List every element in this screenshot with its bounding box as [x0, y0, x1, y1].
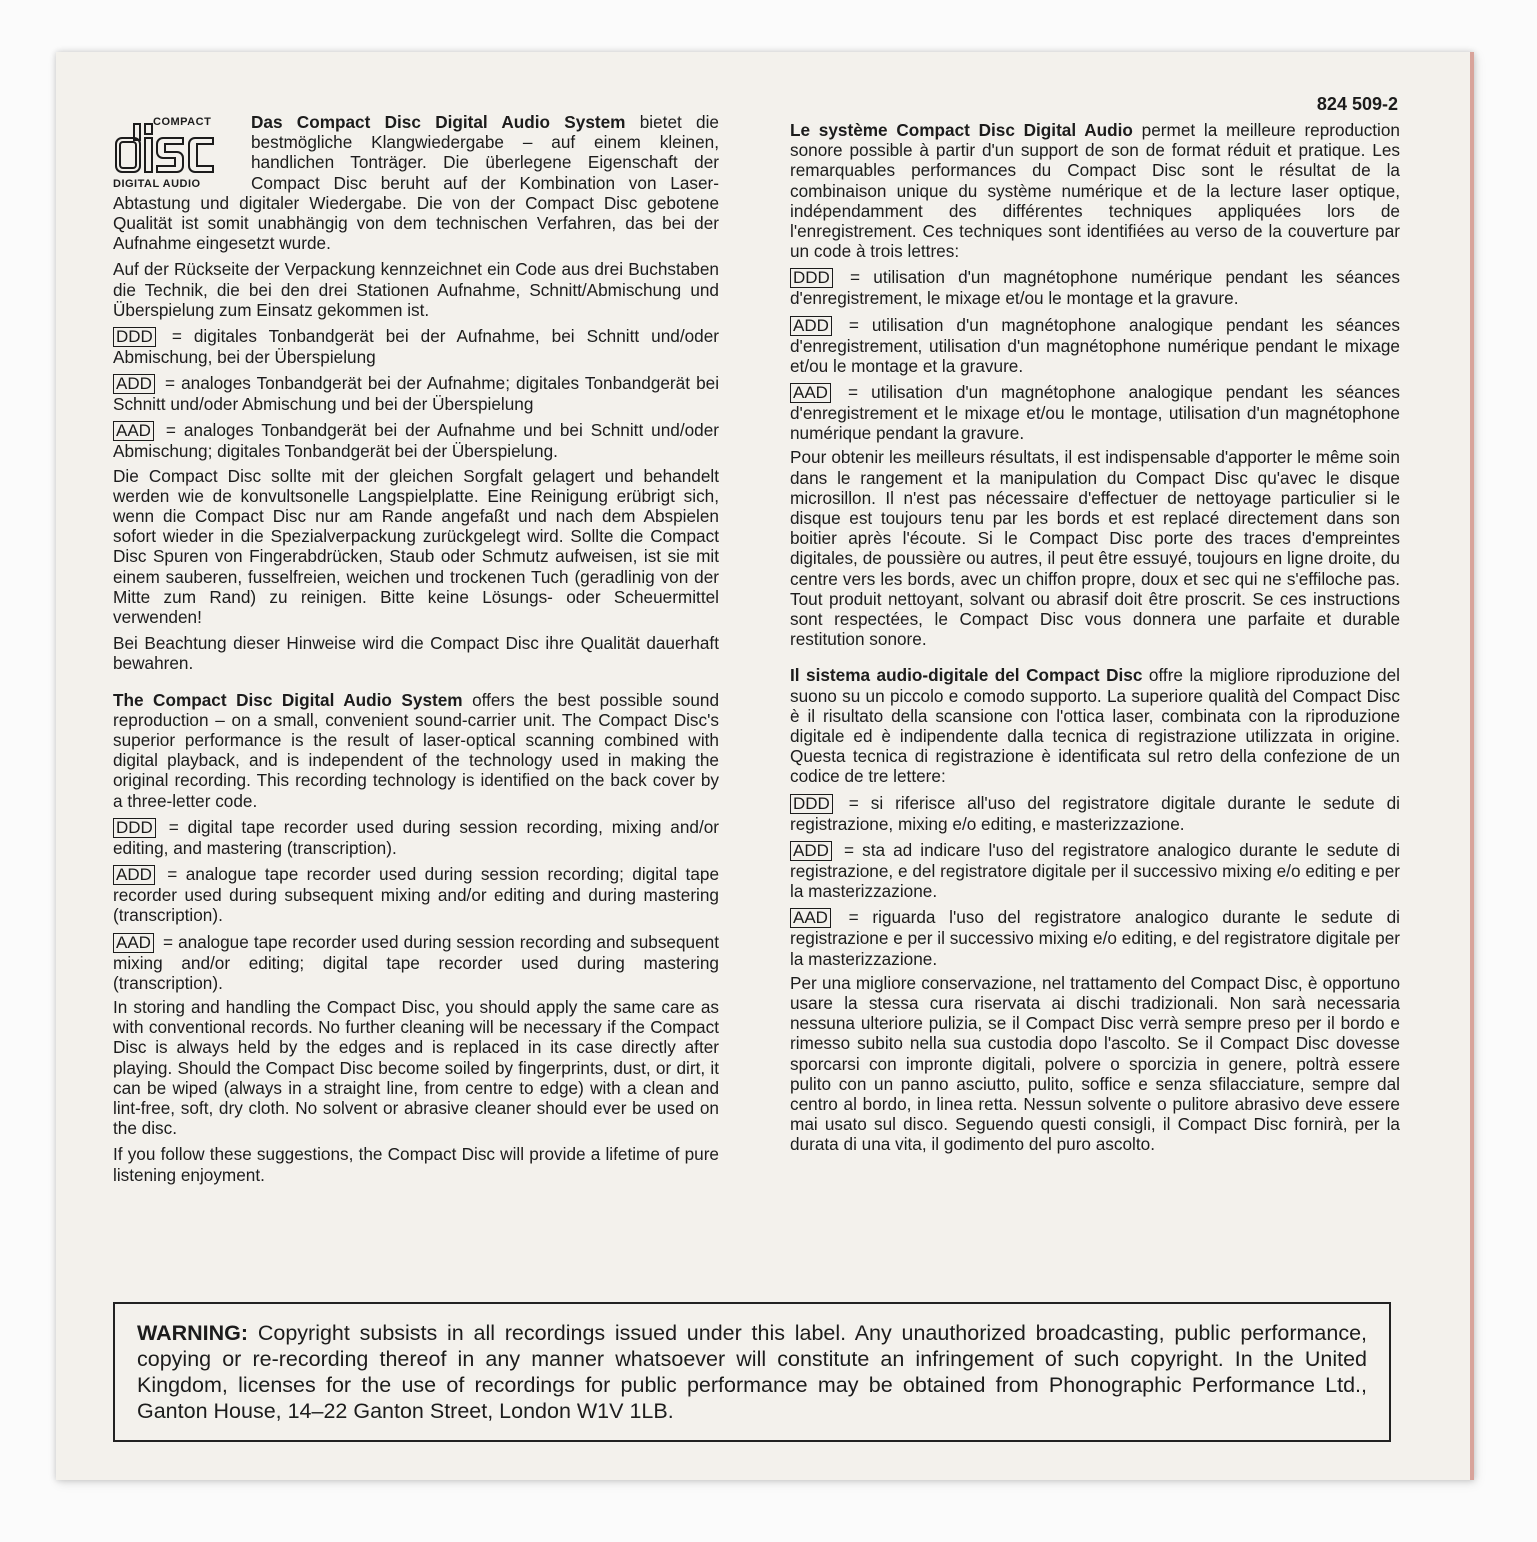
code-description: = riguarda l'uso del registratore analogico durante le sedute di registrazione e per il successivo mixing e/o editing, e del registratore digitale per la masterizzazione. — [790, 907, 1400, 969]
english-care: In storing and handling the Compact Disc, you should apply the same care as with conventional records. No further cleaning will be necessary if the Compact Disc is always held by the edges and is replaced in its case directly after playing. Should the Compact Disc become soiled by fingerprints, dust, or dirt, it can be wiped (always in a straight line, from centre to edge) with a clean and lint-free, soft, dry cloth. No solvent or abrasive cleaner should ever be used on the disc. — [113, 996, 719, 1139]
warning-label: WARNING: — [137, 1321, 249, 1345]
german-care: Die Compact Disc sollte mit der gleichen Sorgfalt gelagert und behandelt werden wie de konvultsonelle Langspielplatte. Eine Reinigung erübrigt sich, wenn die Compact Disc nur am Rande angefaßt und nach dem Abspielen sofort wieder in die Spezialverpackung zurückgelegt wird. Sollte die Compact Disc Spuren von Fingerabdrücken, Staub oder Schmutz aufweisen, ist sie mit einem sauberen, fusselfreien, weichen und trockenen Tuch (geradlinig von der Mitte zum Rand) zu reinigen. Bitte keine Lösungs- oder Scheuermittel verwenden! — [113, 465, 719, 628]
code-description: = digital tape recorder used during session recording, mixing and/or editing, and mastering (transcription). — [113, 816, 720, 858]
code-badge: ADD — [113, 865, 155, 885]
german-code-ddd — [113, 326, 719, 367]
code-badge: ADD — [790, 316, 832, 336]
code-badge: AAD — [790, 383, 831, 403]
english-closing: If you follow these suggestions, the Compact Disc will provide a lifetime of pure listening enjoyment. — [113, 1144, 719, 1185]
code-description: = utilisation d'un magnétophone analogique pendant les séances d'enregistrement, utilisation d'un magnétophone numérique pendant le mixage et/ou le montage et la gravure. — [790, 314, 1401, 376]
english-intro — [113, 690, 719, 811]
german-heading: Das Compact Disc Digital Audio System — [251, 112, 626, 132]
logo-bottom-text: DIGITAL AUDIO — [113, 178, 201, 190]
german-intro-text: bietet die bestmögliche Klangwiedergabe – auf einem kleinen, handlichen Tonträger. Die überlegene Eigenschaft der Compact Disc beruht auf der Kombination von Laser-Abtastung und digitaler Wiedergabe. Die von der Compact Disc gebotene Qualität ist somit unabhängig von dem technischen Verfahren, das bei der Aufnahme eingesetzt wurde. — [113, 112, 719, 254]
code-badge: DDD — [113, 327, 156, 347]
compact-disc-logo — [113, 112, 243, 188]
italian-code-add — [790, 840, 1400, 901]
german-code-aad — [113, 420, 719, 461]
italian-intro-text: offre la migliore riproduzione del suono su un piccolo e comodo supporto. La superiore qualità del Compact Disc è il risultato della scansione con l'ottica laser, combinata con la riproduzione digitale ed è indipendente dalla tecnica di registrazione utilizzata in origine. Questa tecnica di registrazione è identificata sul retro della confezione de un codice de tre lettere: — [790, 665, 1400, 787]
code-badge: ADD — [790, 841, 832, 861]
right-column — [790, 120, 1400, 1161]
booklet-page — [56, 52, 1474, 1480]
code-description: = analoges Tonbandgerät bei der Aufnahme; digitales Tonbandgerät bei Schnitt und/oder Abmischung und bei der Überspielung — [113, 373, 720, 415]
code-description: = si riferisce all'uso del registratore digitale durante le sedute di registrazione, mixing e/o editing, e masterizzazione. — [790, 792, 1400, 834]
french-code-aad — [790, 382, 1400, 443]
left-column — [113, 112, 719, 1191]
logo-top-text: COMPACT — [153, 116, 212, 128]
english-code-add — [113, 864, 719, 925]
french-heading: Le système Compact Disc Digital Audio — [790, 120, 1133, 140]
german-code-intro: Auf der Rückseite der Verpackung kennzeichnet ein Code aus drei Buchstaben die Technik, die bei den drei Stationen Aufnahme, Schnitt/Abmischung und Überspielung zum Einsatz gekommen ist. — [113, 259, 719, 320]
italian-code-aad — [790, 907, 1400, 968]
code-badge: DDD — [790, 268, 833, 288]
german-code-add — [113, 373, 719, 414]
code-description: = sta ad indicare l'uso del registratore analogico durante le sedute di registrazione, e del registratore digitale per il successivo mixing e/o editing e per la masterizzazione. — [790, 839, 1400, 902]
french-care: Pour obtenir les meilleurs résultats, il est indispensable d'apporter le même soin dans le rangement et la manipulation du Compact Disc qu'avec le disque microsillon. Il n'est pas nécessaire d'effectuer de nettoyage particulier si le disque est toujours tenu par les bords et est replacé directement dans son boitier après l'écoute. Si le Compact Disc porte des traces d'empreintes digitales, de poussière ou autres, il peut être essuyé, toujours en ligne droite, du centre vers les bords, avec un chiffon propre, doux et sec qui ne s'effiloche pas. Tout produit nettoyant, solvant ou abrasif doit être proscrit. Se ces instructions sont respectées, le Compact Disc vous donnera une parfaite et durable restitution sonore. — [790, 447, 1400, 650]
english-code-aad — [113, 932, 719, 993]
english-intro-text: offers the best possible sound reproduction – on a small, convenient sound-carrier unit. The Compact Disc's superior performance is the result of laser-optical scanning combined with digital playback, and is independent of the technology used in making the original recording. This recording technology is identified on the back cover by a three-letter code. — [113, 689, 719, 811]
italian-care: Per una migliore conservazione, nel trattamento del Compact Disc, è opportuno usare la stessa cura riservata ai dischi tradizionali. Non sarà necessaria nessuna ulteriore pulizia, se il Compact Disc verrà sempre preso per il bordo e rimesso subito nella sua custodia dopo l'ascolto. Se il Compact Disc dovesse sporcarsi con impronte digitali, polvere o sporcizia in genere, poltrà essere pulito con un panno asciutto, pulito, soffice e senza sfilacciature, sempre dal centro al bordo, in linea retta. Nessun solvente o pulitore abrasivo deve essere mai usato sul disco. Seguendo questi consigli, il Compact Disc fornirà, per la durata di una vita, il godimento del puro ascolto. — [790, 972, 1400, 1155]
code-badge: AAD — [790, 908, 831, 928]
french-intro — [790, 120, 1400, 261]
italian-intro — [790, 665, 1400, 786]
italian-heading: Il sistema audio-digitale del Compact Disc — [790, 665, 1143, 686]
french-code-ddd — [790, 267, 1400, 308]
english-code-ddd — [113, 817, 719, 858]
code-description: = digitales Tonbandgerät bei der Aufnahme, bei Schnitt und/oder Abmischung, bei der Überspielung — [113, 326, 719, 368]
french-intro-text: permet la meilleure reproduction sonore possible à partir d'un support de son de format réduit et pratique. Les remarquables performances du Compact Disc sont le résultat de la combinaison unique du système numérique et de la lecture laser optique, indépendamment des différentes techniques appliquées lors de l'enregistrement. Ces techniques sont identifiées au verso de la couverture par un code à trois lettres: — [790, 120, 1400, 262]
code-badge: DDD — [790, 794, 833, 814]
code-badge: ADD — [113, 374, 155, 394]
catalog-number: 824 509-2 — [1316, 94, 1398, 114]
code-description: = utilisation d'un magnétophone analogique pendant les séances d'enregistrement et le mixage et/ou le montage, utilisation d'un magnétophone numérique pendant la gravure. — [790, 382, 1400, 444]
code-badge: DDD — [113, 818, 156, 838]
code-description: = analogue tape recorder used during session recording and subsequent mixing and/or editing; digital tape recorder used during mastering (transcription). — [113, 931, 719, 993]
code-description: = utilisation d'un magnétophone numérique pendant les séances d'enregistrement, le mixage et/ou le montage et la gravure. — [790, 267, 1400, 309]
disc-wordmark-icon — [113, 116, 241, 176]
warning-text: Copyright subsists in all recordings issued under this label. Any unauthorized broadcasting, public performance, copying or re-recording thereof in any manner whatsoever will constitute an infringement of such copyright. In the United Kingdom, licenses for the use of recordings for public performance may be obtained from Phonographic Performance Ltd., Ganton House, 14–22 Ganton Street, London W1V 1LB. — [137, 1321, 1368, 1423]
code-description: = analoges Tonbandgerät bei der Aufnahme und bei Schnitt und/oder Abmischung; digitales Tonbandgerät bei der Überspielung. — [113, 420, 720, 462]
code-badge: AAD — [113, 421, 154, 441]
english-heading: The Compact Disc Digital Audio System — [113, 689, 463, 710]
copyright-warning — [113, 1302, 1391, 1442]
code-badge: AAD — [113, 933, 154, 953]
french-code-add — [790, 315, 1400, 376]
code-description: = analogue tape recorder used during session recording; digital tape recorder used during subsequent mixing and/or editing and during mastering (transcription). — [113, 864, 720, 926]
german-closing: Bei Beachtung dieser Hinweise wird die Compact Disc ihre Qualität dauerhaft bewahren. — [113, 633, 719, 674]
italian-code-ddd — [790, 793, 1400, 834]
